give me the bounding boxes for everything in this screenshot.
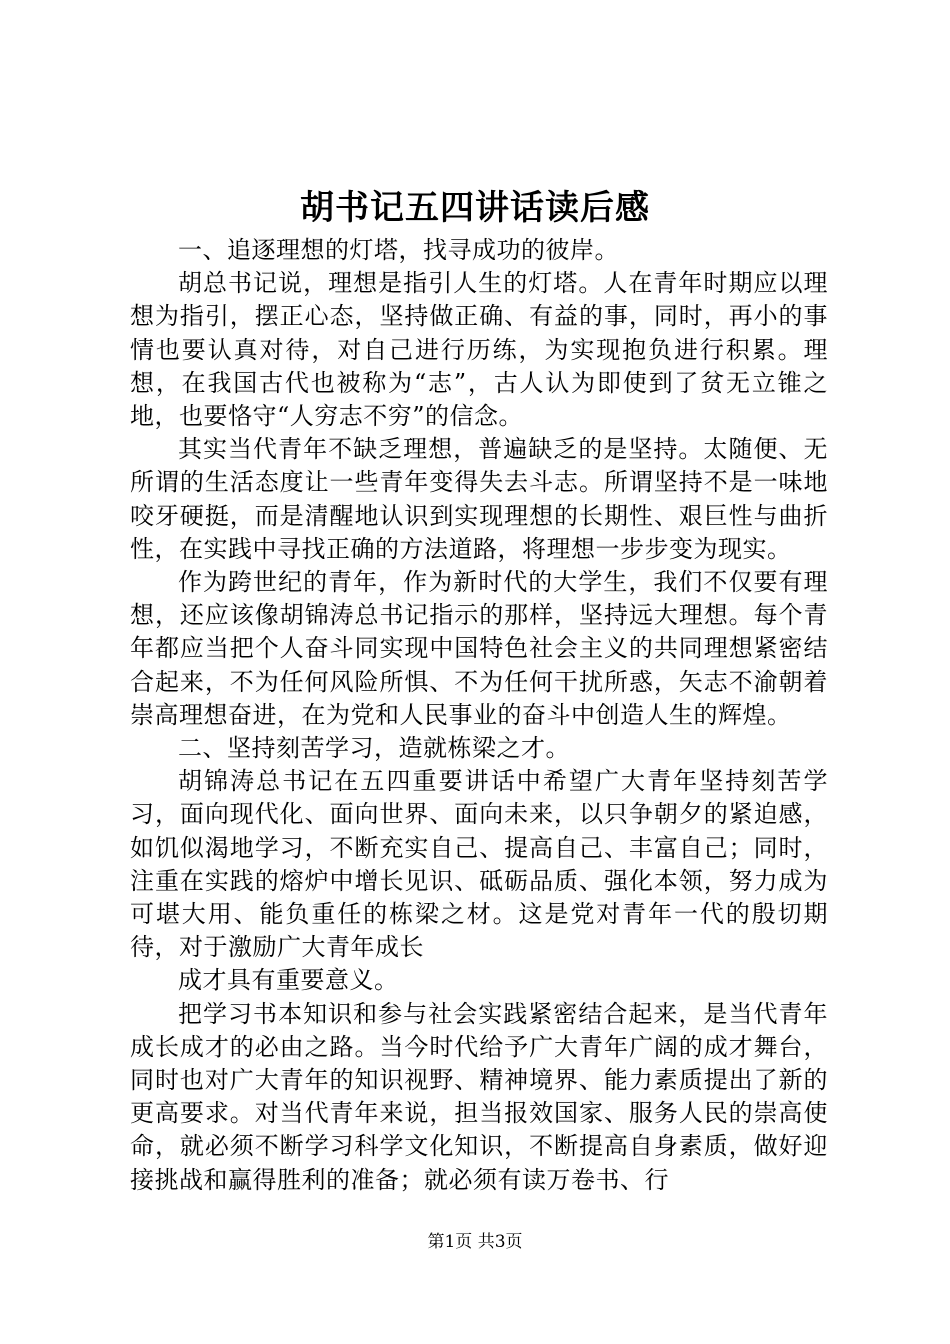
body-paragraph: 成才具有重要意义。 [178, 966, 399, 995]
section-heading: 一、追逐理想的灯塔，找寻成功的彼岸。 [178, 236, 619, 264]
body-paragraph: 胡总书记说，理想是指引人生的灯塔。人在青年时期应以理想为指引，摆正心态，坚持做正确、有益的事，同时，再小的事情也要认真对待，对自己进行历练，为实现抱负进行积累。理想，在我国古代也被称为“志”，古人认为即使到了贫无立锥之地，也要恪守“人穷志不穷”的信念。 [130, 269, 828, 431]
body-paragraph: 作为跨世纪的青年，作为新时代的大学生，我们不仅要有理想，还应该像胡锦涛总书记指示的那样，坚持远大理想。每个青年都应当把个人奋斗同实现中国特色社会主义的共同理想紧密结合起来，不为任何风险所惧、不为任何干扰所惑，矢志不渝朝着崇高理想奋进，在为党和人民事业的奋斗中创造人生的辉煌。 [130, 568, 828, 729]
document-body [130, 234, 828, 1197]
body-paragraph: 其实当代青年不缺乏理想，普遍缺乏的是坚持。太随便、无所谓的生活态度让一些青年变得失去斗志。所谓坚持不是一味地咬牙硬挺，而是清醒地认识到实现理想的长期性、艰巨性与曲折性，在实践中寻找正确的方法道路，将理想一步步变为现实。 [130, 435, 828, 563]
section-heading: 二、坚持刻苦学习，造就栋梁之才。 [178, 734, 570, 763]
body-paragraph: 把学习书本知识和参与社会实践紧密结合起来，是当代青年成长成才的必由之路。当今时代给予广大青年广阔的成才舞台，同时也对广大青年的知识视野、精神境界、能力素质提出了新的更高要求。对当代青年来说，担当报效国家、服务人民的崇高使命，就必须不断学习科学文化知识，不断提高自身素质，做好迎接挑战和赢得胜利的准备；就必须有读万卷书、行 [130, 999, 828, 1194]
page-number-footer: 第1页 共3页 [427, 1232, 523, 1252]
body-paragraph: 胡锦涛总书记在五四重要讲话中希望广大青年坚持刻苦学习，面向现代化、面向世界、面向未来，以只争朝夕的紧迫感，如饥似渴地学习，不断充实自己、提高自己、丰富自己；同时，注重在实践的熔炉中增长见识、砥砺品质、强化本领，努力成为可堪大用、能负重任的栋梁之材。这是党对青年一代的殷切期待，对于激励广大青年成长 [130, 767, 828, 962]
document-title: 胡书记五四讲话读后感 [300, 188, 650, 228]
